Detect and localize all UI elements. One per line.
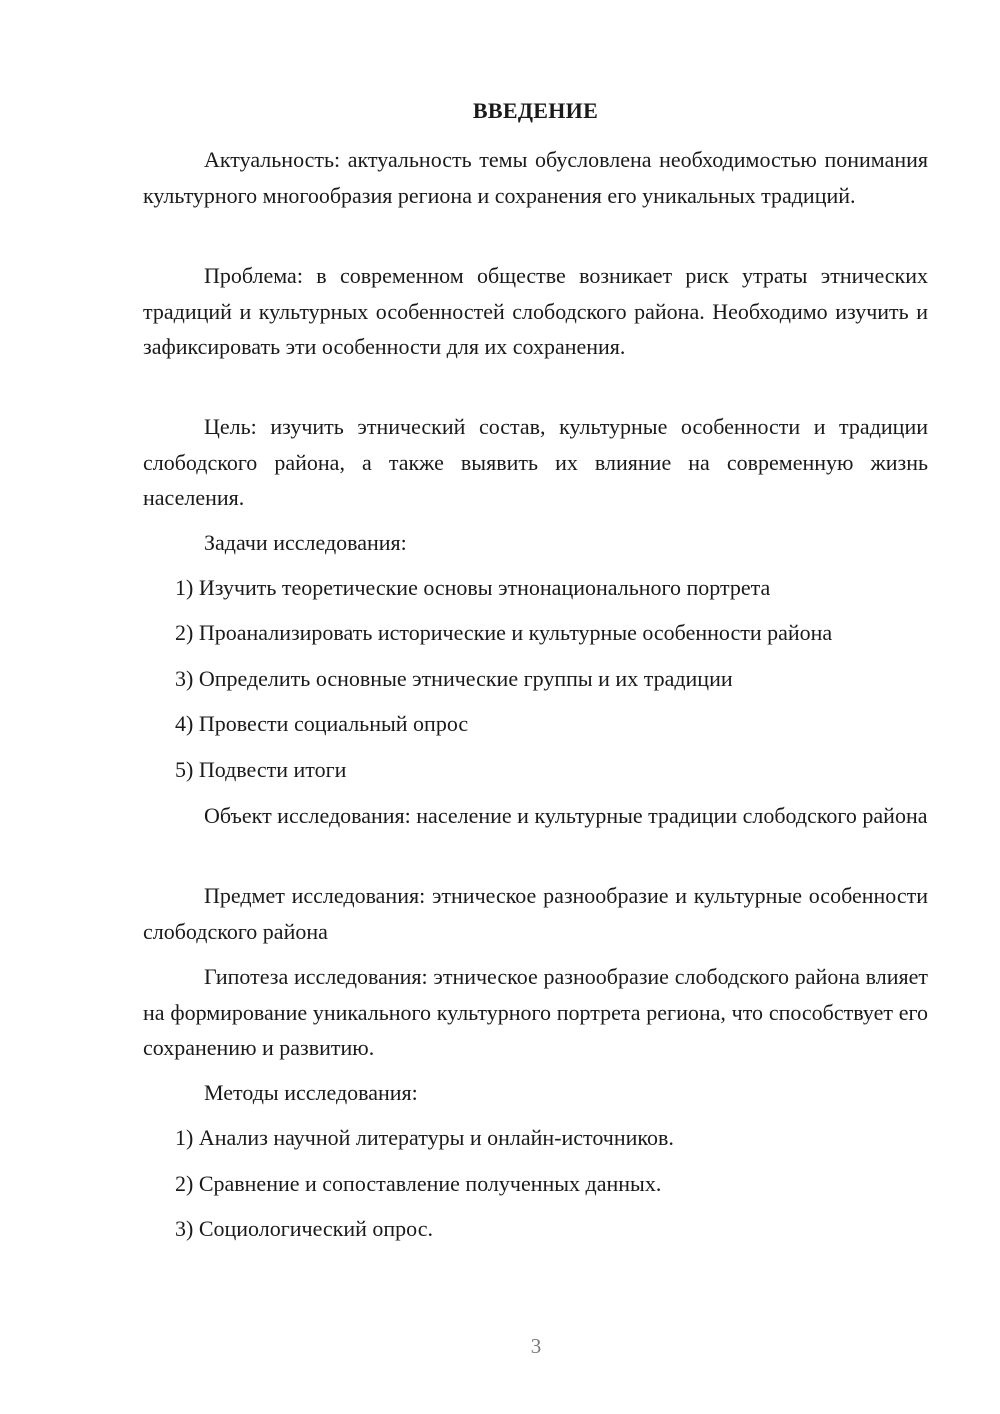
problem-paragraph: Проблема: в современном обществе возникает риск утраты этнических традиций и культурных особенностей слободского района. Необходимо изучить и зафиксировать эти особенности для их сохранения. [143, 263, 928, 359]
task-item: 5) Подвести итоги [175, 757, 347, 782]
method-item: 2) Сравнение и сопоставление полученных данных. [175, 1171, 662, 1196]
object-paragraph: Объект исследования: население и культурные традиции слободского района [204, 803, 928, 828]
task-item: 4) Провести социальный опрос [175, 711, 469, 736]
method-item: 3) Социологический опрос. [175, 1216, 433, 1241]
task-item: 1) Изучить теоретические основы этнонационального портрета [175, 575, 771, 600]
relevance-paragraph: Актуальность: актуальность темы обусловлена необходимостью понимания культурного многообразия региона и сохранения его уникальных традиций. [143, 147, 928, 208]
tasks-title: Задачи исследования: [204, 530, 407, 555]
task-item: 2) Проанализировать исторические и культурные особенности района [175, 620, 833, 645]
section-heading: ВВЕДЕНИЕ [472, 98, 599, 123]
subject-paragraph: Предмет исследования: этническое разнообразие и культурные особенности слободского района [143, 883, 928, 944]
method-item: 1) Анализ научной литературы и онлайн-источников. [175, 1125, 674, 1150]
hypothesis-paragraph: Гипотеза исследования: этническое разнообразие слободского района влияет на формирование уникального культурного портрета региона, что способствует его сохранению и развитию. [143, 964, 928, 1060]
goal-paragraph: Цель: изучить этнический состав, культурные особенности и традиции слободского района, а также выявить их влияние на современную жизнь населения. [143, 414, 928, 510]
page-number: 3 [530, 1334, 542, 1358]
task-item: 3) Определить основные этнические группы и их традиции [175, 666, 733, 691]
methods-title: Методы исследования: [204, 1080, 418, 1105]
